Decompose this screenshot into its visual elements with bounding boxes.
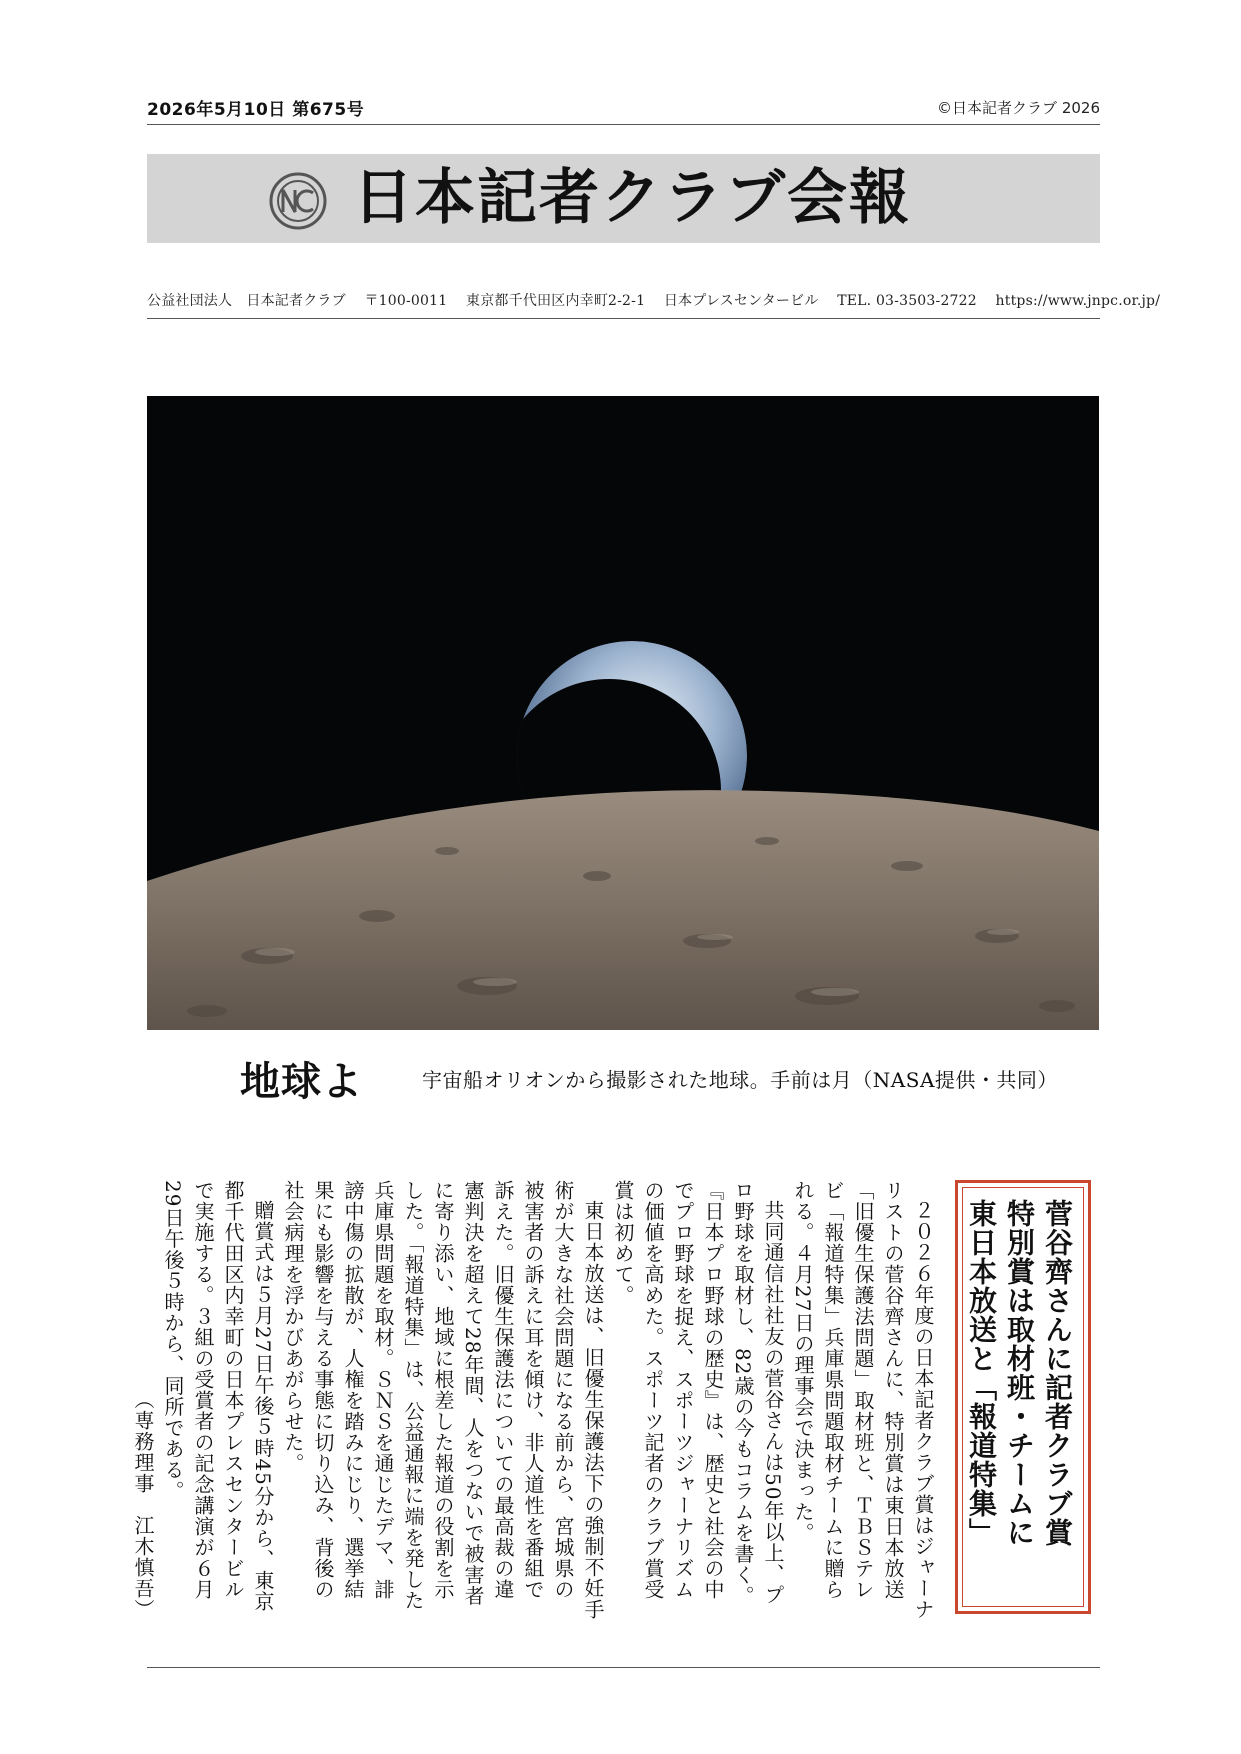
- postal-code: 〒100-0011: [364, 293, 448, 309]
- article-body: [131, 1180, 938, 1620]
- headline-line: 東日本放送と「報道特集」: [965, 1199, 998, 1547]
- article-paragraph: 共同通信社社友の菅谷さんは50年以上、プロ野球を取材し、82歳の今もコラムを書く。『日本プロ野球の歴史』は、歴史と社会の中でプロ野球を捉え、スポーツジャーナリズムの価値を高めた。スポーツ記者のクラブ賞受賞は初めて。: [611, 1180, 785, 1607]
- headline-line: 特別賞は取材班・チームに: [1003, 1199, 1036, 1547]
- article-byline: （専務理事 江木慎吾）: [131, 1389, 155, 1620]
- article-paragraph: ２０２６年度の日本記者クラブ賞はジャーナリストの菅谷齊さんに、特別賞は東日本放送「旧優生保護法問題」取材班と、ＴＢＳテレビ「報道特集」兵庫県問題取材チームに贈られる。４月27日の理事会で決まった。: [791, 1180, 935, 1620]
- divider: [147, 1667, 1100, 1668]
- issue-date-number: 2026年5月10日 第675号: [147, 100, 365, 120]
- photo-caption: 宇宙船オリオンから撮影された地球。手前は月（NASA提供・共同）: [422, 1068, 1058, 1092]
- divider: [147, 318, 1100, 319]
- article-paragraph: 贈賞式は５月27日午後５時45分から、東京都千代田区内幸町の日本プレスセンタービルで実施する。３組の受賞者の記念講演が６月29日午後５時から、同所である。: [161, 1180, 275, 1612]
- earth-from-moon-photo: [147, 396, 1099, 1030]
- jnpc-logo-icon: [269, 172, 327, 230]
- headline-line: 菅谷齊さんに記者クラブ賞: [1041, 1199, 1074, 1547]
- headline-box: [955, 1180, 1091, 1614]
- telephone: TEL. 03-3503-2722: [837, 293, 977, 309]
- website-link[interactable]: https://www.jnpc.or.jp/: [995, 293, 1161, 309]
- org-name: 公益社団法人 日本記者クラブ: [147, 293, 346, 309]
- street-address: 東京都千代田区内幸町2-2-1: [466, 293, 646, 309]
- building-name: 日本プレスセンタービル: [663, 293, 819, 309]
- address-line: [147, 290, 1161, 310]
- article-headline: [962, 1199, 1076, 1599]
- photo-caption-title: 地球よ: [240, 1058, 363, 1105]
- copyright: ©日本記者クラブ 2026: [937, 99, 1100, 117]
- divider: [147, 124, 1100, 125]
- masthead-title: 日本記者クラブ会報: [353, 163, 911, 233]
- article-paragraph: 東日本放送は、旧優生保護法下の強制不妊手術が大きな社会問題になる前から、宮城県の被害者の訴えに耳を傾け、非人道性を番組で訴えた。旧優生保護法についての最高裁の違憲判決を超えて28年間、人をつないで被害者に寄り添い、地域に根差した報道の役割を示した。「報道特集」は、公益通報に端を発した兵庫県問題を取材。ＳＮＳを通じたデマ、誹謗中傷の拡散が、人権を踏みにじり、選挙結果にも影響を与える事態に切り込み、背後の社会病理を浮かびあがらせた。: [281, 1180, 605, 1620]
